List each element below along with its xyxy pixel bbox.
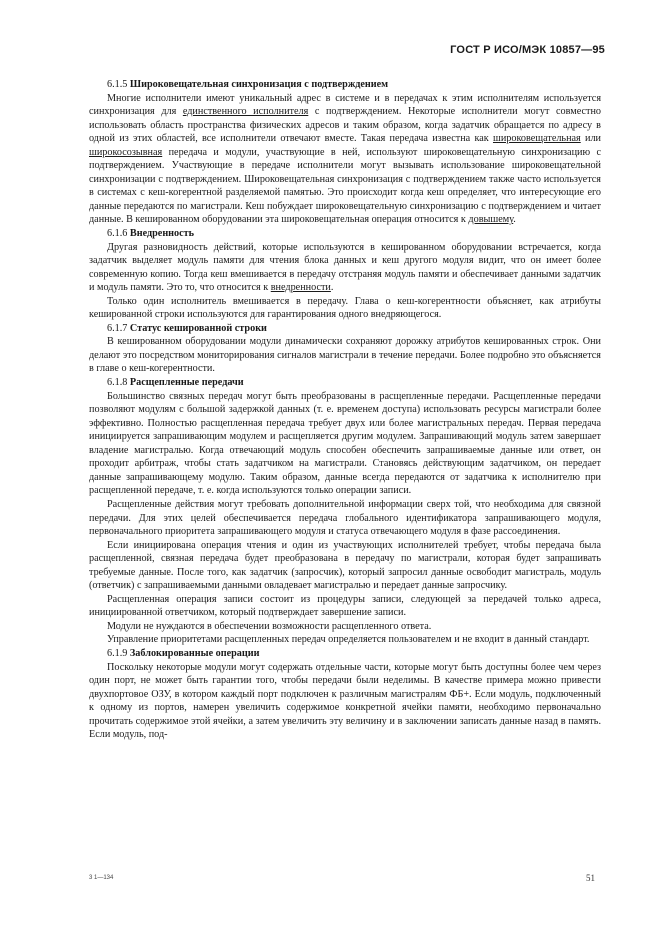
paragraph (89, 92, 601, 227)
paragraph (89, 241, 601, 295)
paragraph: Модули не нуждаются в обеспечении возможности расщепленного ответа. (107, 620, 432, 632)
section-heading-6-1-7 (89, 322, 601, 336)
text-run: или (580, 133, 601, 145)
text-run: . (513, 214, 516, 226)
page-body (89, 78, 601, 742)
paragraph: В кешированном оборудовании модули динамически сохраняют дорожку атрибутов кешированных строк. Они делают это посредством мониторирования сигналов магистрали в течение передачи. Более подробно это объясняется в главе о кеш-когерентности. (89, 336, 601, 375)
text-run: передача и модули, участвующие в ней, используют широковещательную синхронизацию с подтверждением. Участвующие в передаче исполнители могут вызывать использование широковещательной синхронизации с подтверждением. Широковещательная синхронизация с подтверждением также часто используется в системах с кеш-когерентной разделяемой памятью. Это происходит когда кеш определяет, что интересующие его данные передаются по магистрали. Кеш побуждает широковещательную синхронизацию с подтверждением и читает данные. В кешированном оборудовании эта широковещательная операция относится к (89, 146, 601, 226)
term-underlined: широковещательная (492, 133, 581, 145)
paragraph: Расщепленные действия могут требовать дополнительной информации сверх той, что необходима для связной передачи. Для этих целей обеспечивается передача глобального идентификатора запрашивающего модуля, первоначального приоритета запрашивающего модуля и статуса отвечающего модуля в фазе рассоединения. (89, 498, 601, 538)
section-number: 6.1.9 (107, 647, 128, 659)
text-run: . (330, 282, 334, 294)
section-number: 6.1.5 (107, 79, 128, 90)
term-underlined: широкосозывная (89, 146, 163, 158)
section-heading-6-1-6 (89, 227, 601, 241)
section-title: Заблокированные операции (129, 647, 260, 659)
section-title: Расщепленные передачи (129, 377, 244, 389)
term-underlined: внедренности (270, 282, 331, 294)
print-code: 3 1—134 (89, 875, 114, 881)
section-title: Статус кешированной строки (129, 322, 267, 334)
section-title: Широковещательная синхронизация с подтверждением (129, 79, 389, 90)
paragraph: Только один исполнитель вмешивается в передачу. Глава о кеш-когерентности объясняет, как атрибуты кешированной строки используются для гарантирования одного внедряющегося. (89, 295, 601, 321)
text-run: Другая разновидность действий, которые используются в кешированном оборудовании встречается, когда задатчик выделяет модуль памяти для чтения блока данных и кеш другого модуля видит, что он имеет более современную копию. Тогда кеш вмешивается в передачу отстраняя модуль памяти и обеспечивает данными задатчик и модуль памяти. Это то, что относится к (89, 241, 601, 294)
section-number: 6.1.6 (107, 228, 128, 240)
paragraph: Поскольку некоторые модули могут содержать отдельные части, которые могут быть доступны более чем через один порт, не может быть гарантии того, чтобы передачи были неделимы. В качестве примера можно привести двухпортовое ОЗУ, в котором каждый порт подключен к различным магистралям ФБ+. Если модуль, подключенный к одному из портов, намерен увеличить содержимое конкретной ячейки памяти, необходимо первоначально прочитать содержимое этой ячейки, а затем увеличить эту величину и в заключении записать данные назад в память. Если модуль, под- (89, 661, 601, 741)
running-header: ГОСТ Р ИСО/МЭК 10857—95 (450, 44, 605, 56)
section-heading-6-1-9 (89, 647, 601, 661)
text-run: Многие исполнители имеют уникальный адрес в системе и в передачах к этим исполнителям используется синхронизация для (89, 92, 601, 118)
paragraph: Если инициирована операция чтения и один из участвующих исполнителей требует, чтобы передача была расщепленной, связная передача будет преобразована в передачу по магистрали, которая будет запрашивать требуемые данные. После того, как задатчик (запросчик), который запросил данные освободит магистраль, модуль (ответчик) с запрашиваемыми данными овладевает магистралью и передает данные запросчику. (89, 539, 601, 592)
section-number: 6.1.7 (107, 322, 128, 334)
paragraph: Управление приоритетами расщепленных передач определяется пользователем и не входит в данный стандарт. (107, 634, 590, 646)
section-heading-6-1-5 (89, 78, 601, 92)
term-underlined: единственного исполнителя (182, 106, 309, 118)
paragraph: Расщепленная операция записи состоит из процедуры записи, следующей за передачей только адреса, инициированной ответчиком, который подтверждает завершение записи. (89, 593, 601, 619)
section-number: 6.1.8 (107, 377, 128, 389)
page-number: 51 (586, 873, 595, 883)
section-title: Внедренность (129, 228, 195, 240)
paragraph: Большинство связных передач могут быть преобразованы в расщепленные передачи. Расщепленные передачи позволяют модулям с большой задержкой данных (т. е. временем доступа) использовать ресурсы магистрали более эффективно. Полностью расщепленная передача требует двух или более магистральных передач. Первая передача инициируется запрашивающим модулем и расщепляется другим модулем. Запрашивающий модуль затем завершает владение магистралью. Когда отвечающий модуль способен обеспечить запрашиваемые данные или ответ, он проходит арбитраж, чтобы стать задатчиком на магистрали. Становясь действующим задатчиком, он передает данные запрашивающему модулю. Таким образом, данные всегда передаются от задатчика к исполнителю при расщепленной передаче, т. е. когда используются только операции записи. (89, 390, 601, 497)
section-heading-6-1-8 (89, 376, 601, 390)
text-run: с подтверждением. Некоторые исполнители могут совместно использовать область пространства физических адресов и таким образом, когда задатчик обращается по адресу в одной из этих областей, все исполнители отвечают вместе. Такая передача известна как (89, 106, 601, 145)
term-underlined: довышему (468, 214, 514, 226)
